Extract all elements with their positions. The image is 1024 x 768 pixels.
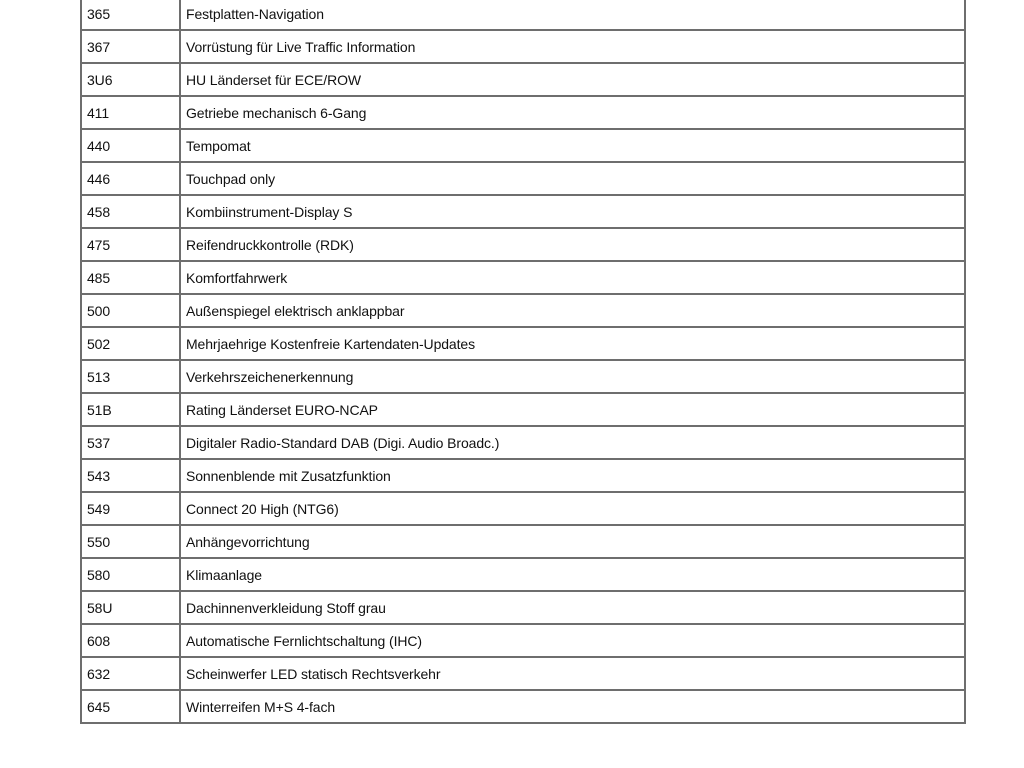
table-row [81, 195, 965, 228]
option-description: Rating Länderset EURO-NCAP [180, 393, 965, 426]
option-description: Connect 20 High (NTG6) [180, 492, 965, 525]
table-row [81, 327, 965, 360]
option-description: Dachinnenverkleidung Stoff grau [180, 591, 965, 624]
table-row [81, 30, 965, 63]
option-description: Reifendruckkontrolle (RDK) [180, 228, 965, 261]
option-code: 475 [81, 228, 180, 261]
option-description: Kombiinstrument-Display S [180, 195, 965, 228]
option-description: Komfortfahrwerk [180, 261, 965, 294]
table-row [81, 558, 965, 591]
table-row [81, 690, 965, 723]
table-row [81, 591, 965, 624]
option-code: 550 [81, 525, 180, 558]
option-description: Klimaanlage [180, 558, 965, 591]
option-description: Verkehrszeichenerkennung [180, 360, 965, 393]
option-code: 543 [81, 459, 180, 492]
option-description: Festplatten-Navigation [180, 0, 965, 30]
table-row [81, 360, 965, 393]
option-description: Getriebe mechanisch 6-Gang [180, 96, 965, 129]
table-row [81, 129, 965, 162]
table-row [81, 294, 965, 327]
option-code: 537 [81, 426, 180, 459]
option-code: 367 [81, 30, 180, 63]
option-description: Winterreifen M+S 4-fach [180, 690, 965, 723]
table-row [81, 426, 965, 459]
table-row [81, 657, 965, 690]
table-row [81, 162, 965, 195]
options-table-container [80, 0, 966, 724]
table-row [81, 459, 965, 492]
option-code: 549 [81, 492, 180, 525]
option-code: 58U [81, 591, 180, 624]
option-code: 365 [81, 0, 180, 30]
table-row [81, 228, 965, 261]
table-row [81, 624, 965, 657]
option-description: Scheinwerfer LED statisch Rechtsverkehr [180, 657, 965, 690]
table-row [81, 96, 965, 129]
option-code: 500 [81, 294, 180, 327]
option-description: HU Länderset für ECE/ROW [180, 63, 965, 96]
option-description: Touchpad only [180, 162, 965, 195]
option-code: 446 [81, 162, 180, 195]
option-description: Mehrjaehrige Kostenfreie Kartendaten-Updates [180, 327, 965, 360]
option-code: 632 [81, 657, 180, 690]
option-code: 513 [81, 360, 180, 393]
option-code: 502 [81, 327, 180, 360]
table-row [81, 492, 965, 525]
options-table-body [81, 0, 965, 723]
table-row [81, 261, 965, 294]
table-row [81, 63, 965, 96]
option-code: 645 [81, 690, 180, 723]
option-description: Automatische Fernlichtschaltung (IHC) [180, 624, 965, 657]
option-code: 3U6 [81, 63, 180, 96]
option-description: Vorrüstung für Live Traffic Information [180, 30, 965, 63]
option-code: 580 [81, 558, 180, 591]
option-code: 411 [81, 96, 180, 129]
option-code: 458 [81, 195, 180, 228]
table-row [81, 0, 965, 30]
option-description: Anhängevorrichtung [180, 525, 965, 558]
options-table [80, 0, 966, 724]
option-description: Außenspiegel elektrisch anklappbar [180, 294, 965, 327]
option-description: Tempomat [180, 129, 965, 162]
option-code: 440 [81, 129, 180, 162]
option-code: 485 [81, 261, 180, 294]
option-code: 608 [81, 624, 180, 657]
table-row [81, 525, 965, 558]
option-description: Digitaler Radio-Standard DAB (Digi. Audio Broadc.) [180, 426, 965, 459]
table-row [81, 393, 965, 426]
option-code: 51B [81, 393, 180, 426]
option-description: Sonnenblende mit Zusatzfunktion [180, 459, 965, 492]
